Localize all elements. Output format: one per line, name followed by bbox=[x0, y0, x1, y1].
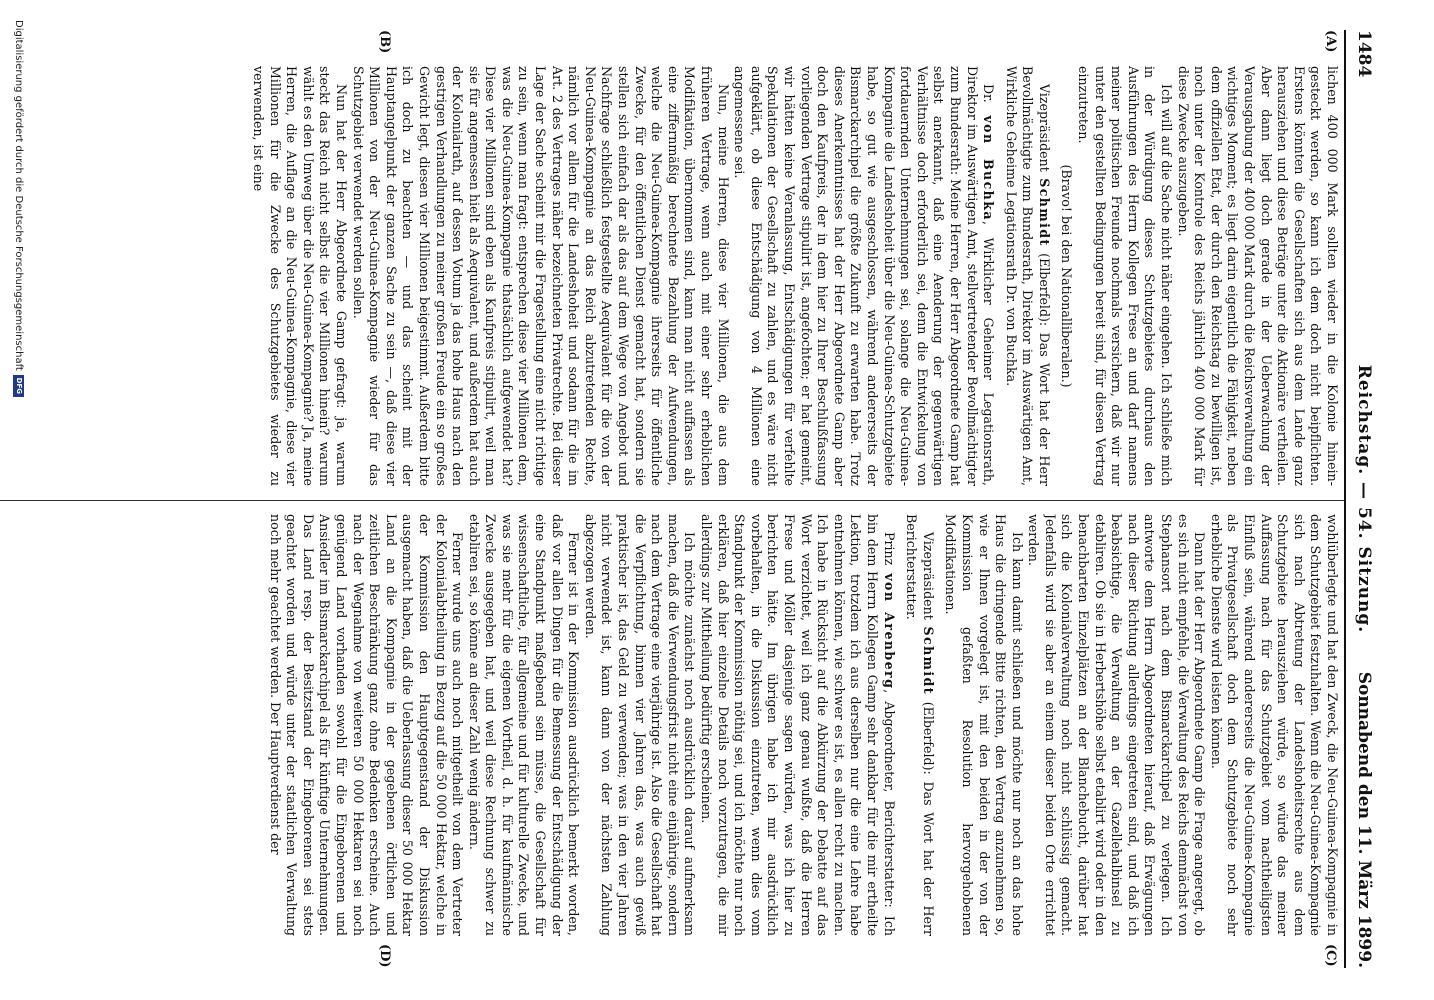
digitization-footer bbox=[13, 20, 24, 397]
paragraph: Ferner ist in der Kommission ausdrücklich bemerkt worden, daß vor allen Dingen für die Bemessung der Entschädigung der eine Standpunkt maßgebend sein müsse, die Gesellschaft für wissenschaftliche, für allgemeine und für kulturelle Zwecke, und was sie mehr für die eigenen Vortheil, d. h. für kaufmännische Zwecke ausgegeben hat, und weil diese Rechnung schwer zu etabliren sei, so könne an dieser Zahl wenig ändern. bbox=[466, 514, 582, 936]
paragraph: Nun hat der Herr Abgeordnete Gamp gefragt: ja, warum steckt das Reich nicht selbst die vier Millionen hinein? warum wählt es den Umweg über die Neu-Guinea-Kompagnie? Ja, meine Herren, die Auflage an die Neu-Guinea-Kompagnie, diese vier Millionen für die Zwecke des Schutzgebietes wieder zu verwenden, ist eine bbox=[251, 66, 349, 486]
speaker-name: von Buchka bbox=[981, 115, 997, 221]
speaker-paragraph: Vizepräsident Schmidt (Elberfeld): Das Wort hat der Herr Berichterstatter. bbox=[904, 514, 936, 936]
page-number: 1484 bbox=[1354, 30, 1374, 78]
applause-note: (Bravo! bei den Nationalliberalen.) bbox=[1059, 164, 1075, 388]
session-date: Sonnabend den 11. März 1899. bbox=[1354, 671, 1374, 968]
speaker-name: Schmidt bbox=[1036, 178, 1052, 247]
margin-marker-c: (C) bbox=[1323, 944, 1338, 967]
margin-marker-a: (A) bbox=[1323, 30, 1338, 53]
speaker-paragraph: Dr. von Buchka, Wirklicher Geheimer Legationsrath, Direktor im Auswärtigen Amt, stellvertretender Bevollmächtigter zum Bundesrath: Meine Herren, der Herr Abgeordnete Gamp hat selbst anerkannt, daß eine Aenderung der gegenwärtigen Verhältnisse doch erforderlich sei, denn die Entwickelung von fortdauernden Unternehmungen sei, solange die Neu-Guinea-Kompagnie die Landeshoheit über die Neu-Guinea-Schutzgebiete habe, so gut wie ausgeschlossen, während andererseits der Bismarckarchipel die größte Zukunft zu erwarten habe. Trotz dieses Anerkenntnisses hat der Herr Abgeordnete Gamp aber doch den Kaufpreis, der in dem hier zu Ihrer Beschlußfassung vorliegenden Vertrage stipulirt ist, angefochten; er hat gemeint, wir hätten keine Veranlassung, Entschädigungen für verfehlte Spekulationen der Gesellschaft zu zahlen, und es wäre nicht aufgeklärt, ob diese Entschädigung von 4 Millionen eine angemessene sei. bbox=[732, 66, 997, 486]
speaker-name: Schmidt bbox=[920, 626, 936, 695]
margin-marker-d: (D) bbox=[377, 944, 392, 968]
session-title: Reichstag. — 54. Sitzung. bbox=[1354, 364, 1374, 634]
paragraph: lichen 400 000 Mark sollten wieder in die Kolonie hinein-gesteckt werden, so kann ich dem doch nicht beipflichten. Erstens könnten die Gesellschaften sich aus dem Lande ganz herausziehen und diese Beträge unter die Aktionäre vertheilen. Aber dann liegt doch gerade in der Ueberwachung der Verausgabung der 400 000 Mark durch die Reichsverwaltung ein wichtiges Moment; es liegt darin eigentlich die Fähigkeit, neben dem offiziellen Etat, der durch den Reichstag zu bewilligen ist, noch unter der Kontrole des Reichs jährlich 400 000 Mark für diese Zwecke auszugeben. bbox=[1175, 66, 1340, 486]
paragraph: Ich kann damit schließen und möchte nur noch an das hohe Haus die dringende Bitte richten, den Vertrag anzunehmen so, wie er Ihnen vorgelegt ist, mit den beiden in der von der Kommission gefaßten Resolution hervorgehobenen Modifikationen. bbox=[943, 514, 1025, 936]
paragraph: Ich will auf die Sache nicht näher eingehen. Ich schließe mich in der Würdigung dieses Schutzgebietes durchaus den Ausführungen des Herrn Kollegen Frese an und darf namens meiner politischen Freunde nochmals versichern, daß wir nur unter den gestellten Bedingungen bereit sind, für diesen Vertrag einzutreten. bbox=[1076, 66, 1175, 486]
page-header bbox=[1348, 30, 1374, 968]
left-text-column bbox=[2, 66, 1340, 486]
paragraph: Ich möchte zunächst noch ausdrücklich darauf aufmerksam machen, daß die Verwendungsfrist nicht eine einjährige, sondern nach dem Vertrage eine vierjährige ist. Also die Gesellschaft hat die Verpflichtung, binnen vier Jahren das, was auch gewiß praktischer ist, das Geld zu verwenden; was in den vier Jahren nicht verwendet ist, kann dann von der nächsten Zahlung abgezogen werden. bbox=[582, 514, 698, 936]
paragraph: Dann hat der Herr Abgeordnete Gamp die Frage angeregt, ob es sich nicht empfehle, die Verwaltung des Reichs demnächst von Stephansort nach dem Bismarckarchipel zu verlegen. Ich antworte dem Herrn Abgeordneten hierauf, daß Erwägungen nach dieser Richtung allerdings eingetreten sind, und daß ich beabsichtige, die Verwaltung an der Gazellehalbinsel zu etabliren. Ob sie in Herbertshöhe selbst etablirt wird oder in den benachbarten Einzelplätzen an der Blanchebucht, darüber hat sich die Kolonialverwaltung noch nicht schlüssig gemacht. Jedenfalls wird sie aber an einem dieser beiden Orte errichtet werden. bbox=[1026, 514, 1208, 936]
margin-marker-b: (B) bbox=[377, 30, 392, 54]
header-rule bbox=[1344, 30, 1346, 968]
right-text-column bbox=[2, 514, 1340, 936]
dfg-logo: DFG bbox=[13, 375, 24, 397]
speaker-name: von Arenberg bbox=[881, 573, 897, 690]
column-divider bbox=[0, 500, 1344, 501]
paragraph: Ferner wurde uns auch noch mitgetheilt von dem Vertreter der Kolonialabtheilung in Bezug auf die 50 000 Hektar, welche in der Kommission den Hauptgegenstand der Diskussion ausgemacht haben, daß die Ueberlassung dieser 50 000 Hektar Land an die Kompagnie in der gegebenen örtlichen und zeitlichen Beschränkung ganz ohne Bedenken erscheine. Auch nach der Wegnahme von weiteren 50 000 Hektaren sei noch genügend Land vorhanden sowohl für die Eingeborenen und Ansiedler im Bismarckarchipel als für künftige Unternehmungen. Das Land resp. der Besitzstand der Eingeborenen sei stets geachtet worden und würde unter der staatlichen Verwaltung noch mehr geachtet werden. Der Hauptverdienst der bbox=[267, 514, 466, 936]
paragraph: Nun, meine Herren, diese vier Millionen, die aus dem früheren Vertrage, wenn auch mit einer sehr erheblichen Modifikation, übernommen sind, kann man nicht auffassen als eine ziffernmäßig berechnete Bezahlung der Aufwendungen, welche die Neu-Guinea-Kompagnie ihrerseits für öffentliche Zwecke, für den öffentlichen Dienst gemacht hat, sondern sie stellen sich einfach dar als das auf dem Wege von Angebot und Nachfrage schließlich festgestellte Aequivalent für die von der Neu-Guinea-Kompagnie an das Reich abzutretenden Rechte, nämlich vor allem für die Landeshoheit und sodann für die im Art. 2 des Vertrages näher bezeichneten Privatrechte. Bei dieser Lage der Sache scheint mir die Fragestellung eine nicht richtige zu sein, wenn man fragt: entsprechen diese vier Millionen dem, was die Neu-Guinea-Kompagnie thatsächlich aufgewendet hat? Diese vier Millionen sind eben als Kaufpreis stipulirt, weil man sie für angemessen hielt als Aequivalent, und außerdem hat auch der Kolonialrath, auf dessen Votum ja das hohe Haus nach den gestrigen Verhandlungen zu meiner großen Freude ein so großes Gewicht legt, diesen vier Millionen beigestimmt. Außerdem bitte ich doch zu beachten — und das scheint mit der Hauptangelpunkt der ganzen Sache zu sein —, daß diese vier Millionen von der Neu-Guinea-Kompagnie wieder für das Schutzgebiet verwendet werden sollen. bbox=[350, 66, 731, 486]
digitization-note: Digitalisierung gefördert durch die Deutsche Forschungsgemeinschaft bbox=[13, 20, 24, 371]
speaker-paragraph: Vizepräsident Schmidt (Elberfeld): Das Wort hat der Herr Bevollmächtigte zum Bundesrath, Direktor im Auswärtigen Amt, Wirkliche Geheime Legationsrath Dr. von Buchka. bbox=[1003, 66, 1052, 486]
paragraph: wohlüberlegte und hat den Zweck, die Neu-Guinea-Kompagnie in dem Schutzgebiet festzuhalten. Wenn die Neu-Guinea-Kompagnie sich nach Abtretung der Landeshoheitsrechte aus dem Schutzgebiete herausziehen würde, so würde das meiner Auffassung nach für das Schutzgebiet vom nachtheiligsten Einfluß sein, während andererseits die Neu-Guinea-Kompagnie als Privatgesellschaft doch dem Schutzgebiete noch sehr erhebliche Dienste wird leisten können. bbox=[1208, 514, 1340, 936]
speaker-paragraph: Prinz von Arenberg, Abgeordneter, Berichterstatter: Ich bin dem Herrn Kollegen Gamp sehr dankbar für die mir ertheilte Lektion, trotzdem ich aus derselben nur die eine Lehre habe entnehmen können, wie schwer es ist, es allen recht zu machen. Ich habe in Rücksicht auf die Abkürzung der Debatte auf das Wort verzichtet, weil ich ganz genau wußte, daß die Herren Frese und Möller dasjenige sagen würden, was ich hier zu berichten hätte. Im übrigen habe ich mir ausdrücklich vorbehalten, in die Diskussion einzutreten, wenn dies vom Standpunkt der Kommission nöthig sei, und ich möchte nur noch erklären, daß hier einzelne Details noch vorzutragen, die mir allerdings zur Mittheilung bedürftig erscheinen. bbox=[699, 514, 897, 936]
